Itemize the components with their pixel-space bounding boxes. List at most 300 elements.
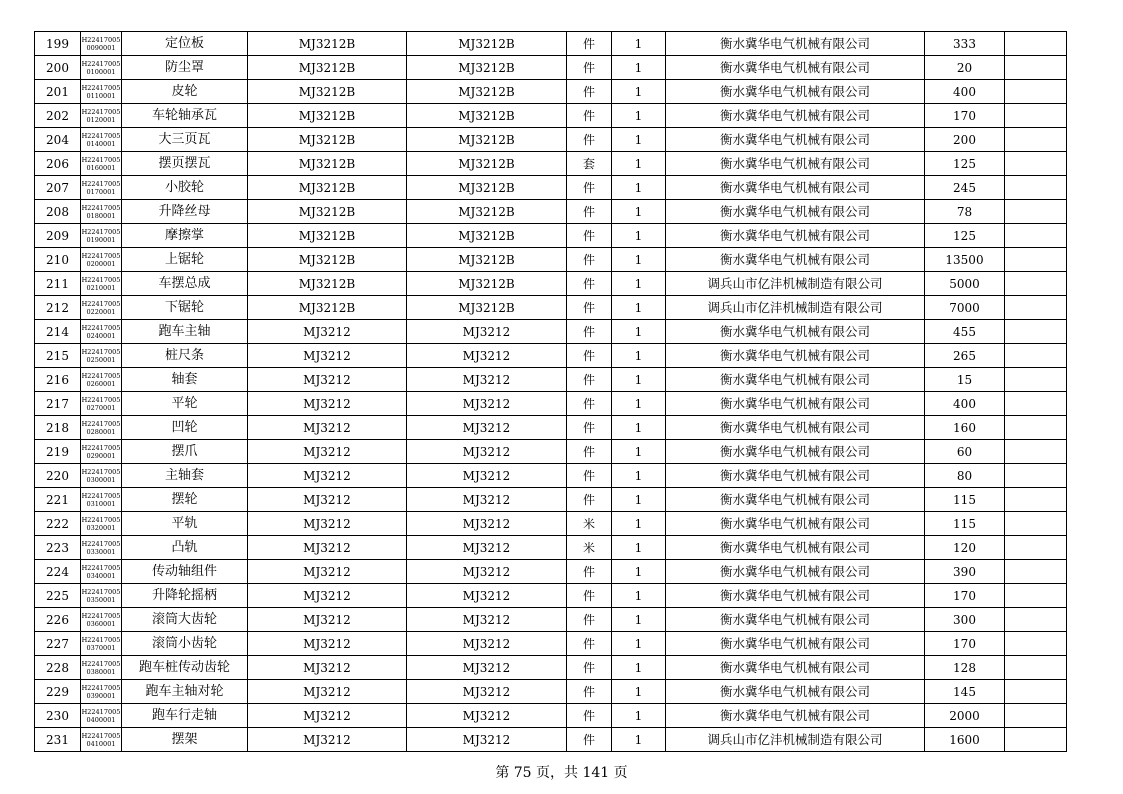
supplier-cell: 衡水冀华电气机械有限公司	[666, 680, 925, 704]
material-code-cell	[81, 80, 122, 104]
table-row	[35, 440, 1067, 464]
row-number-cell: 217	[35, 392, 81, 416]
remark-cell	[1005, 608, 1067, 632]
remark-cell	[1005, 320, 1067, 344]
table-row	[35, 176, 1067, 200]
table-row	[35, 728, 1067, 752]
part-name-cell: 轴套	[122, 368, 248, 392]
part-name-cell: 凸轨	[122, 536, 248, 560]
quantity-cell: 1	[612, 392, 666, 416]
material-code-bottom: 0350001	[86, 595, 116, 604]
quantity-cell: 1	[612, 656, 666, 680]
model-cell: MJ3212	[248, 680, 407, 704]
spec-cell: MJ3212	[407, 488, 567, 512]
material-code-top: H22417005	[81, 275, 121, 284]
model-cell: MJ3212	[248, 728, 407, 752]
material-code-cell	[81, 488, 122, 512]
quantity-cell: 1	[612, 704, 666, 728]
spec-cell: MJ3212	[407, 632, 567, 656]
spec-cell: MJ3212	[407, 728, 567, 752]
material-code-bottom: 0090001	[86, 43, 116, 52]
quantity-cell: 1	[612, 200, 666, 224]
row-number-cell: 220	[35, 464, 81, 488]
spec-cell: MJ3212B	[407, 176, 567, 200]
quantity-cell: 1	[612, 104, 666, 128]
remark-cell	[1005, 368, 1067, 392]
material-code-cell	[81, 512, 122, 536]
table-row	[35, 392, 1067, 416]
price-cell: 333	[925, 32, 1005, 56]
material-code-top: H22417005	[81, 83, 121, 92]
model-cell: MJ3212	[248, 560, 407, 584]
table-row	[35, 464, 1067, 488]
unit-cell: 件	[567, 248, 612, 272]
supplier-cell: 衡水冀华电气机械有限公司	[666, 176, 925, 200]
price-cell: 80	[925, 464, 1005, 488]
material-code-cell	[81, 728, 122, 752]
material-code-cell	[81, 608, 122, 632]
quantity-cell: 1	[612, 584, 666, 608]
material-code-cell	[81, 320, 122, 344]
row-number-cell: 212	[35, 296, 81, 320]
row-number-cell: 202	[35, 104, 81, 128]
unit-cell: 件	[567, 80, 612, 104]
spec-cell: MJ3212	[407, 464, 567, 488]
supplier-cell: 衡水冀华电气机械有限公司	[666, 560, 925, 584]
quantity-cell: 1	[612, 224, 666, 248]
row-number-cell: 204	[35, 128, 81, 152]
quantity-cell: 1	[612, 440, 666, 464]
material-code-cell	[81, 680, 122, 704]
part-name-cell: 大三页瓦	[122, 128, 248, 152]
table-row	[35, 200, 1067, 224]
remark-cell	[1005, 344, 1067, 368]
spec-cell: MJ3212	[407, 584, 567, 608]
remark-cell	[1005, 296, 1067, 320]
material-code-top: H22417005	[81, 491, 121, 500]
part-name-cell: 传动轴组件	[122, 560, 248, 584]
material-code-bottom: 0380001	[86, 667, 116, 676]
unit-cell: 件	[567, 728, 612, 752]
spec-cell: MJ3212	[407, 608, 567, 632]
table-row	[35, 32, 1067, 56]
supplier-cell: 衡水冀华电气机械有限公司	[666, 56, 925, 80]
table-row	[35, 512, 1067, 536]
price-cell: 400	[925, 392, 1005, 416]
supplier-cell: 衡水冀华电气机械有限公司	[666, 368, 925, 392]
material-code-top: H22417005	[81, 467, 121, 476]
model-cell: MJ3212	[248, 704, 407, 728]
price-cell: 160	[925, 416, 1005, 440]
spec-cell: MJ3212B	[407, 80, 567, 104]
remark-cell	[1005, 104, 1067, 128]
model-cell: MJ3212	[248, 440, 407, 464]
price-cell: 13500	[925, 248, 1005, 272]
model-cell: MJ3212	[248, 632, 407, 656]
table-row	[35, 248, 1067, 272]
material-code-top: H22417005	[81, 299, 121, 308]
table-row	[35, 584, 1067, 608]
quantity-cell: 1	[612, 320, 666, 344]
supplier-cell: 衡水冀华电气机械有限公司	[666, 104, 925, 128]
material-code-bottom: 0400001	[86, 715, 116, 724]
material-code-cell	[81, 32, 122, 56]
material-code-bottom: 0330001	[86, 547, 116, 556]
part-name-cell: 跑车主轴	[122, 320, 248, 344]
quantity-cell: 1	[612, 680, 666, 704]
unit-cell: 件	[567, 104, 612, 128]
spec-cell: MJ3212	[407, 368, 567, 392]
unit-cell: 米	[567, 512, 612, 536]
supplier-cell: 衡水冀华电气机械有限公司	[666, 200, 925, 224]
unit-cell: 件	[567, 464, 612, 488]
material-code-top: H22417005	[81, 683, 121, 692]
part-name-cell: 防尘罩	[122, 56, 248, 80]
row-number-cell: 224	[35, 560, 81, 584]
model-cell: MJ3212B	[248, 56, 407, 80]
spec-cell: MJ3212B	[407, 56, 567, 80]
quantity-cell: 1	[612, 248, 666, 272]
model-cell: MJ3212	[248, 488, 407, 512]
remark-cell	[1005, 56, 1067, 80]
material-code-cell	[81, 584, 122, 608]
unit-cell: 件	[567, 272, 612, 296]
table-row	[35, 344, 1067, 368]
unit-cell: 件	[567, 608, 612, 632]
quantity-cell: 1	[612, 512, 666, 536]
model-cell: MJ3212	[248, 344, 407, 368]
part-name-cell: 平轨	[122, 512, 248, 536]
price-cell: 265	[925, 344, 1005, 368]
row-number-cell: 229	[35, 680, 81, 704]
table-row	[35, 80, 1067, 104]
spec-cell: MJ3212	[407, 416, 567, 440]
material-code-cell	[81, 176, 122, 200]
material-code-top: H22417005	[81, 539, 121, 548]
quantity-cell: 1	[612, 608, 666, 632]
material-code-top: H22417005	[81, 59, 121, 68]
price-cell: 400	[925, 80, 1005, 104]
remark-cell	[1005, 584, 1067, 608]
row-number-cell: 225	[35, 584, 81, 608]
table-body	[35, 32, 1067, 752]
price-cell: 120	[925, 536, 1005, 560]
remark-cell	[1005, 152, 1067, 176]
price-cell: 128	[925, 656, 1005, 680]
quantity-cell: 1	[612, 344, 666, 368]
model-cell: MJ3212B	[248, 176, 407, 200]
material-code-top: H22417005	[81, 155, 121, 164]
remark-cell	[1005, 392, 1067, 416]
supplier-cell: 衡水冀华电气机械有限公司	[666, 656, 925, 680]
price-cell: 170	[925, 584, 1005, 608]
page-footer: 第 75 页，共 141 页	[495, 765, 628, 781]
spec-cell: MJ3212	[407, 704, 567, 728]
supplier-cell: 调兵山市亿沣机械制造有限公司	[666, 296, 925, 320]
material-code-cell	[81, 248, 122, 272]
supplier-cell: 调兵山市亿沣机械制造有限公司	[666, 728, 925, 752]
row-number-cell: 223	[35, 536, 81, 560]
part-name-cell: 摆架	[122, 728, 248, 752]
row-number-cell: 211	[35, 272, 81, 296]
quantity-cell: 1	[612, 152, 666, 176]
material-code-cell	[81, 368, 122, 392]
quantity-cell: 1	[612, 488, 666, 512]
remark-cell	[1005, 224, 1067, 248]
part-name-cell: 跑车主轴对轮	[122, 680, 248, 704]
model-cell: MJ3212	[248, 464, 407, 488]
part-name-cell: 桩尺条	[122, 344, 248, 368]
remark-cell	[1005, 248, 1067, 272]
model-cell: MJ3212	[248, 320, 407, 344]
row-number-cell: 231	[35, 728, 81, 752]
quantity-cell: 1	[612, 296, 666, 320]
spec-cell: MJ3212	[407, 320, 567, 344]
material-code-cell	[81, 560, 122, 584]
parts-table	[34, 31, 1067, 752]
quantity-cell: 1	[612, 368, 666, 392]
remark-cell	[1005, 536, 1067, 560]
supplier-cell: 衡水冀华电气机械有限公司	[666, 632, 925, 656]
price-cell: 455	[925, 320, 1005, 344]
row-number-cell: 199	[35, 32, 81, 56]
material-code-bottom: 0320001	[86, 523, 116, 532]
model-cell: MJ3212B	[248, 272, 407, 296]
part-name-cell: 跑车行走轴	[122, 704, 248, 728]
price-cell: 115	[925, 488, 1005, 512]
remark-cell	[1005, 176, 1067, 200]
material-code-cell	[81, 272, 122, 296]
model-cell: MJ3212B	[248, 128, 407, 152]
row-number-cell: 216	[35, 368, 81, 392]
material-code-bottom: 0300001	[86, 475, 116, 484]
price-cell: 60	[925, 440, 1005, 464]
spec-cell: MJ3212B	[407, 32, 567, 56]
unit-cell: 件	[567, 680, 612, 704]
remark-cell	[1005, 128, 1067, 152]
part-name-cell: 升降轮摇柄	[122, 584, 248, 608]
unit-cell: 套	[567, 152, 612, 176]
material-code-cell	[81, 392, 122, 416]
table-row	[35, 536, 1067, 560]
material-code-top: H22417005	[81, 179, 121, 188]
unit-cell: 件	[567, 56, 612, 80]
material-code-top: H22417005	[81, 371, 121, 380]
model-cell: MJ3212B	[248, 104, 407, 128]
row-number-cell: 208	[35, 200, 81, 224]
material-code-cell	[81, 296, 122, 320]
material-code-top: H22417005	[81, 347, 121, 356]
material-code-top: H22417005	[81, 515, 121, 524]
table-row	[35, 680, 1067, 704]
remark-cell	[1005, 632, 1067, 656]
material-code-cell	[81, 56, 122, 80]
material-code-cell	[81, 704, 122, 728]
spec-cell: MJ3212	[407, 440, 567, 464]
material-code-bottom: 0190001	[86, 235, 116, 244]
price-cell: 170	[925, 632, 1005, 656]
material-code-top: H22417005	[81, 611, 121, 620]
spec-cell: MJ3212	[407, 560, 567, 584]
supplier-cell: 衡水冀华电气机械有限公司	[666, 416, 925, 440]
material-code-bottom: 0160001	[86, 163, 116, 172]
supplier-cell: 衡水冀华电气机械有限公司	[666, 224, 925, 248]
supplier-cell: 衡水冀华电气机械有限公司	[666, 464, 925, 488]
material-code-bottom: 0260001	[86, 379, 116, 388]
material-code-cell	[81, 464, 122, 488]
remark-cell	[1005, 440, 1067, 464]
supplier-cell: 衡水冀华电气机械有限公司	[666, 608, 925, 632]
material-code-cell	[81, 104, 122, 128]
material-code-bottom: 0290001	[86, 451, 116, 460]
material-code-bottom: 0270001	[86, 403, 116, 412]
part-name-cell: 摩擦掌	[122, 224, 248, 248]
unit-cell: 件	[567, 488, 612, 512]
part-name-cell: 下锯轮	[122, 296, 248, 320]
row-number-cell: 222	[35, 512, 81, 536]
model-cell: MJ3212B	[248, 224, 407, 248]
quantity-cell: 1	[612, 80, 666, 104]
remark-cell	[1005, 680, 1067, 704]
unit-cell: 件	[567, 296, 612, 320]
material-code-cell	[81, 200, 122, 224]
supplier-cell: 衡水冀华电气机械有限公司	[666, 440, 925, 464]
part-name-cell: 皮轮	[122, 80, 248, 104]
table-row	[35, 488, 1067, 512]
model-cell: MJ3212B	[248, 200, 407, 224]
model-cell: MJ3212	[248, 512, 407, 536]
row-number-cell: 209	[35, 224, 81, 248]
supplier-cell: 调兵山市亿沣机械制造有限公司	[666, 272, 925, 296]
material-code-cell	[81, 416, 122, 440]
material-code-top: H22417005	[81, 419, 121, 428]
material-code-bottom: 0140001	[86, 139, 116, 148]
part-name-cell: 跑车桩传动齿轮	[122, 656, 248, 680]
supplier-cell: 衡水冀华电气机械有限公司	[666, 152, 925, 176]
price-cell: 125	[925, 224, 1005, 248]
price-cell: 125	[925, 152, 1005, 176]
table-row	[35, 320, 1067, 344]
material-code-bottom: 0170001	[86, 187, 116, 196]
part-name-cell: 摆轮	[122, 488, 248, 512]
unit-cell: 件	[567, 128, 612, 152]
material-code-top: H22417005	[81, 563, 121, 572]
row-number-cell: 210	[35, 248, 81, 272]
row-number-cell: 219	[35, 440, 81, 464]
table-row	[35, 104, 1067, 128]
part-name-cell: 平轮	[122, 392, 248, 416]
supplier-cell: 衡水冀华电气机械有限公司	[666, 488, 925, 512]
row-number-cell: 226	[35, 608, 81, 632]
spec-cell: MJ3212	[407, 392, 567, 416]
supplier-cell: 衡水冀华电气机械有限公司	[666, 248, 925, 272]
material-code-bottom: 0110001	[86, 91, 116, 100]
spec-cell: MJ3212	[407, 656, 567, 680]
quantity-cell: 1	[612, 56, 666, 80]
material-code-top: H22417005	[81, 443, 121, 452]
model-cell: MJ3212	[248, 608, 407, 632]
unit-cell: 件	[567, 560, 612, 584]
material-code-cell	[81, 224, 122, 248]
material-code-bottom: 0390001	[86, 691, 116, 700]
material-code-top: H22417005	[81, 203, 121, 212]
table-row	[35, 416, 1067, 440]
quantity-cell: 1	[612, 536, 666, 560]
model-cell: MJ3212	[248, 536, 407, 560]
price-cell: 170	[925, 104, 1005, 128]
unit-cell: 件	[567, 344, 612, 368]
spec-cell: MJ3212B	[407, 296, 567, 320]
table-row	[35, 152, 1067, 176]
part-name-cell: 滚筒大齿轮	[122, 608, 248, 632]
remark-cell	[1005, 464, 1067, 488]
quantity-cell: 1	[612, 560, 666, 584]
price-cell: 20	[925, 56, 1005, 80]
table-row	[35, 272, 1067, 296]
spec-cell: MJ3212B	[407, 104, 567, 128]
supplier-cell: 衡水冀华电气机械有限公司	[666, 80, 925, 104]
material-code-bottom: 0410001	[86, 739, 116, 748]
table-row	[35, 368, 1067, 392]
spec-cell: MJ3212	[407, 536, 567, 560]
quantity-cell: 1	[612, 728, 666, 752]
part-name-cell: 车轮轴承瓦	[122, 104, 248, 128]
row-number-cell: 227	[35, 632, 81, 656]
material-code-bottom: 0310001	[86, 499, 116, 508]
row-number-cell: 218	[35, 416, 81, 440]
material-code-bottom: 0280001	[86, 427, 116, 436]
spec-cell: MJ3212	[407, 680, 567, 704]
spec-cell: MJ3212B	[407, 248, 567, 272]
material-code-cell	[81, 128, 122, 152]
model-cell: MJ3212B	[248, 80, 407, 104]
part-name-cell: 摆爪	[122, 440, 248, 464]
table-row	[35, 632, 1067, 656]
material-code-top: H22417005	[81, 35, 121, 44]
material-code-bottom: 0220001	[86, 307, 116, 316]
material-code-bottom: 0100001	[86, 67, 116, 76]
model-cell: MJ3212B	[248, 296, 407, 320]
quantity-cell: 1	[612, 32, 666, 56]
price-cell: 200	[925, 128, 1005, 152]
unit-cell: 件	[567, 440, 612, 464]
material-code-bottom: 0340001	[86, 571, 116, 580]
price-cell: 390	[925, 560, 1005, 584]
model-cell: MJ3212B	[248, 32, 407, 56]
supplier-cell: 衡水冀华电气机械有限公司	[666, 320, 925, 344]
row-number-cell: 221	[35, 488, 81, 512]
quantity-cell: 1	[612, 416, 666, 440]
remark-cell	[1005, 416, 1067, 440]
part-name-cell: 滚筒小齿轮	[122, 632, 248, 656]
supplier-cell: 衡水冀华电气机械有限公司	[666, 392, 925, 416]
model-cell: MJ3212	[248, 656, 407, 680]
unit-cell: 米	[567, 536, 612, 560]
material-code-bottom: 0200001	[86, 259, 116, 268]
material-code-top: H22417005	[81, 395, 121, 404]
model-cell: MJ3212	[248, 392, 407, 416]
price-cell: 245	[925, 176, 1005, 200]
material-code-cell	[81, 344, 122, 368]
model-cell: MJ3212	[248, 584, 407, 608]
supplier-cell: 衡水冀华电气机械有限公司	[666, 344, 925, 368]
material-code-cell	[81, 440, 122, 464]
remark-cell	[1005, 488, 1067, 512]
remark-cell	[1005, 272, 1067, 296]
remark-cell	[1005, 512, 1067, 536]
unit-cell: 件	[567, 32, 612, 56]
part-name-cell: 摆页摆瓦	[122, 152, 248, 176]
